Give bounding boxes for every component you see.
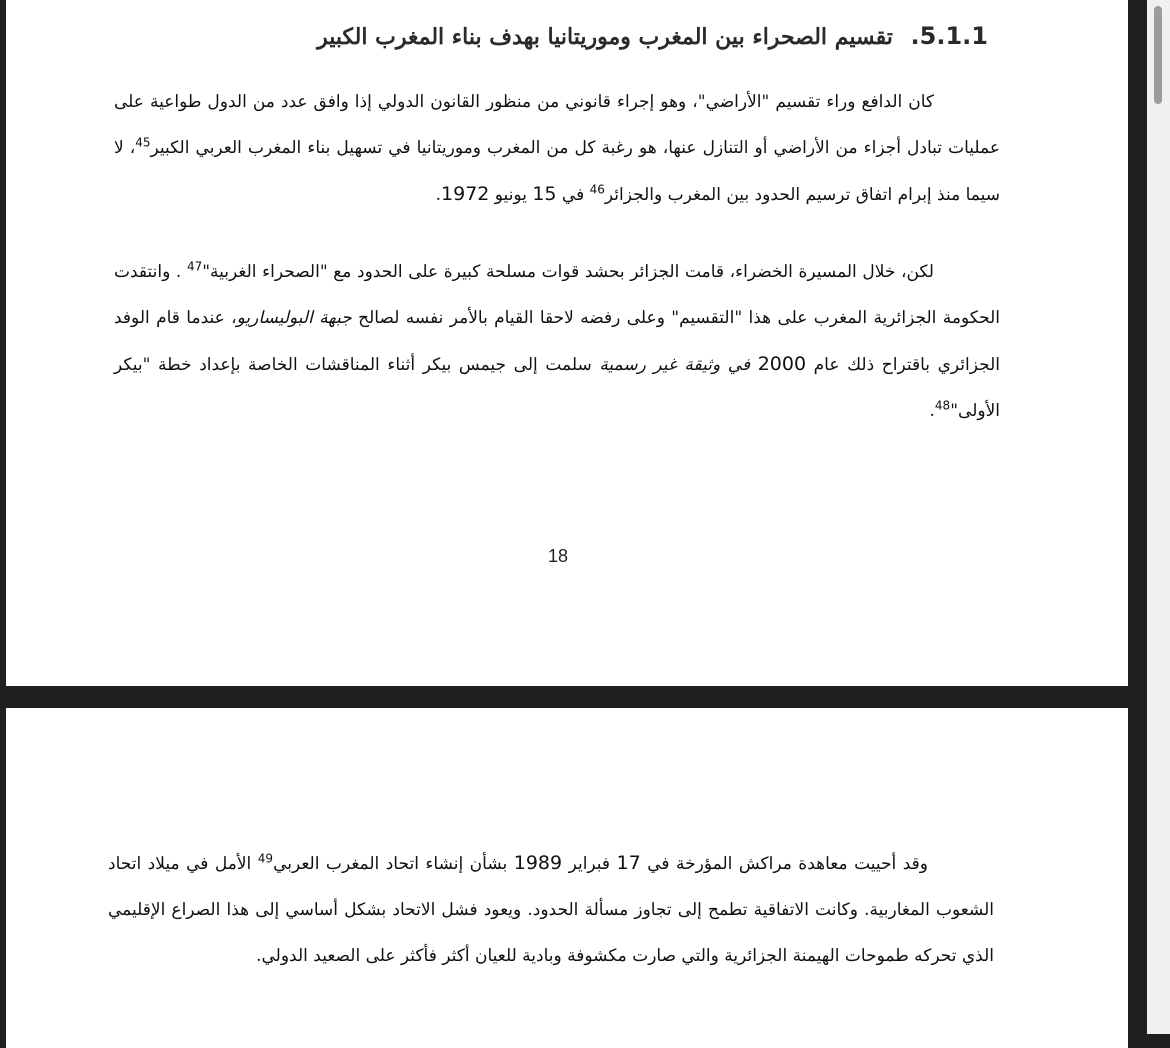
paragraph-2-text-f: . (929, 401, 935, 421)
paragraph-2-year: 2000 (757, 353, 807, 375)
paragraph-3-text-b: فبراير (562, 854, 617, 874)
paragraph-2-text-e: سلمت إلى جيمس بيكر أثناء المناقشات الخاصة بإعداد خطة "بيكر الأولى" (114, 355, 1000, 421)
footnote-ref-49[interactable]: 49 (257, 851, 274, 866)
paragraph-2-italic-document: وثيقة غير رسمية (599, 355, 721, 375)
section-number: 5.1.1. (910, 22, 988, 50)
paragraph-1-text-e: . (435, 185, 442, 205)
footnote-ref-45[interactable]: 45 (135, 135, 151, 150)
paragraph-2-italic-polisario: جبهة البوليساريو (236, 308, 352, 328)
page-number: 18 (547, 546, 569, 566)
scrollbar-thumb[interactable] (1154, 6, 1162, 104)
paragraph-1-text-b: ، لا سيما منذ إبرام اتفاق ترسيم الحدود بين المغرب والجزائر (114, 138, 1000, 205)
paragraph-1-year: 1972 (441, 183, 490, 205)
paragraph-3-day: 17 (616, 852, 641, 874)
paragraph-1-text-a: كان الدافع وراء تقسيم "الأراضي"، وهو إجراء قانوني من منظور القانون الدولي إذا وافق عدد من الدول طواعية على عمليات تبادل أجزاء من الأراضي أو التنازل عنها، هو رغبة كل من المغرب وموريتانيا في تسهيل بناء المغرب العربي الكبير (114, 92, 1000, 158)
vertical-scrollbar[interactable] (1147, 0, 1170, 1034)
paragraph-3-year: 1989 (513, 852, 563, 874)
paragraph-3-text-a: وقد أحييت معاهدة مراكش المؤرخة في (640, 854, 928, 874)
paragraph-3 (108, 840, 994, 979)
paragraph-2-text-c: ، عندما قام الوفد الجزائري باقتراح ذلك عام (114, 308, 1000, 375)
paragraph-1-text-d: يونيو (489, 185, 533, 205)
paragraph-2-text-a: لكن، خلال المسيرة الخضراء، قامت الجزائر بحشد قوات مسلحة كبيرة على الحدود مع "الصحراء الغربية" (202, 262, 934, 282)
paragraph-1-day: 15 (532, 183, 557, 205)
paragraph-3-text-d: الأمل في ميلاد اتحاد الشعوب المغاربية. وكانت الاتفاقية تطمح إلى تجاوز مسألة الحدود. ويعود فشل الاتحاد بشكل أساسي إلى هذا الصراع الإقليمي الذي تحركه طموحات الهيمنة الجزائرية والتي صارت مكشوفة وبادية للعيان أكثر فأكثر على الصعيد الدولي. (108, 854, 994, 966)
footnote-ref-48[interactable]: 48 (934, 398, 951, 413)
paragraph-2 (114, 249, 1000, 434)
paragraph-1-text-c: في (556, 185, 590, 205)
footnote-ref-47[interactable]: 47 (186, 259, 203, 274)
section-heading (88, 18, 988, 55)
footnote-ref-46[interactable]: 46 (589, 182, 605, 197)
paragraph-2-text-b: . وانتقدت الحكومة الجزائرية المغرب على هذا "التقسيم" وعلى رفضه لاحقا القيام بالأمر نفسه لصالح (114, 262, 1001, 328)
document-page-18 (6, 0, 1128, 686)
paragraph-2-italic-fi: في (720, 355, 758, 375)
section-title: تقسيم الصحراء بين المغرب وموريتانيا بهدف بناء المغرب الكبير (317, 24, 893, 50)
paragraph-3-text-c: بشأن إنشاء اتحاد المغرب العربي (273, 854, 514, 874)
paragraph-1 (114, 79, 1000, 218)
